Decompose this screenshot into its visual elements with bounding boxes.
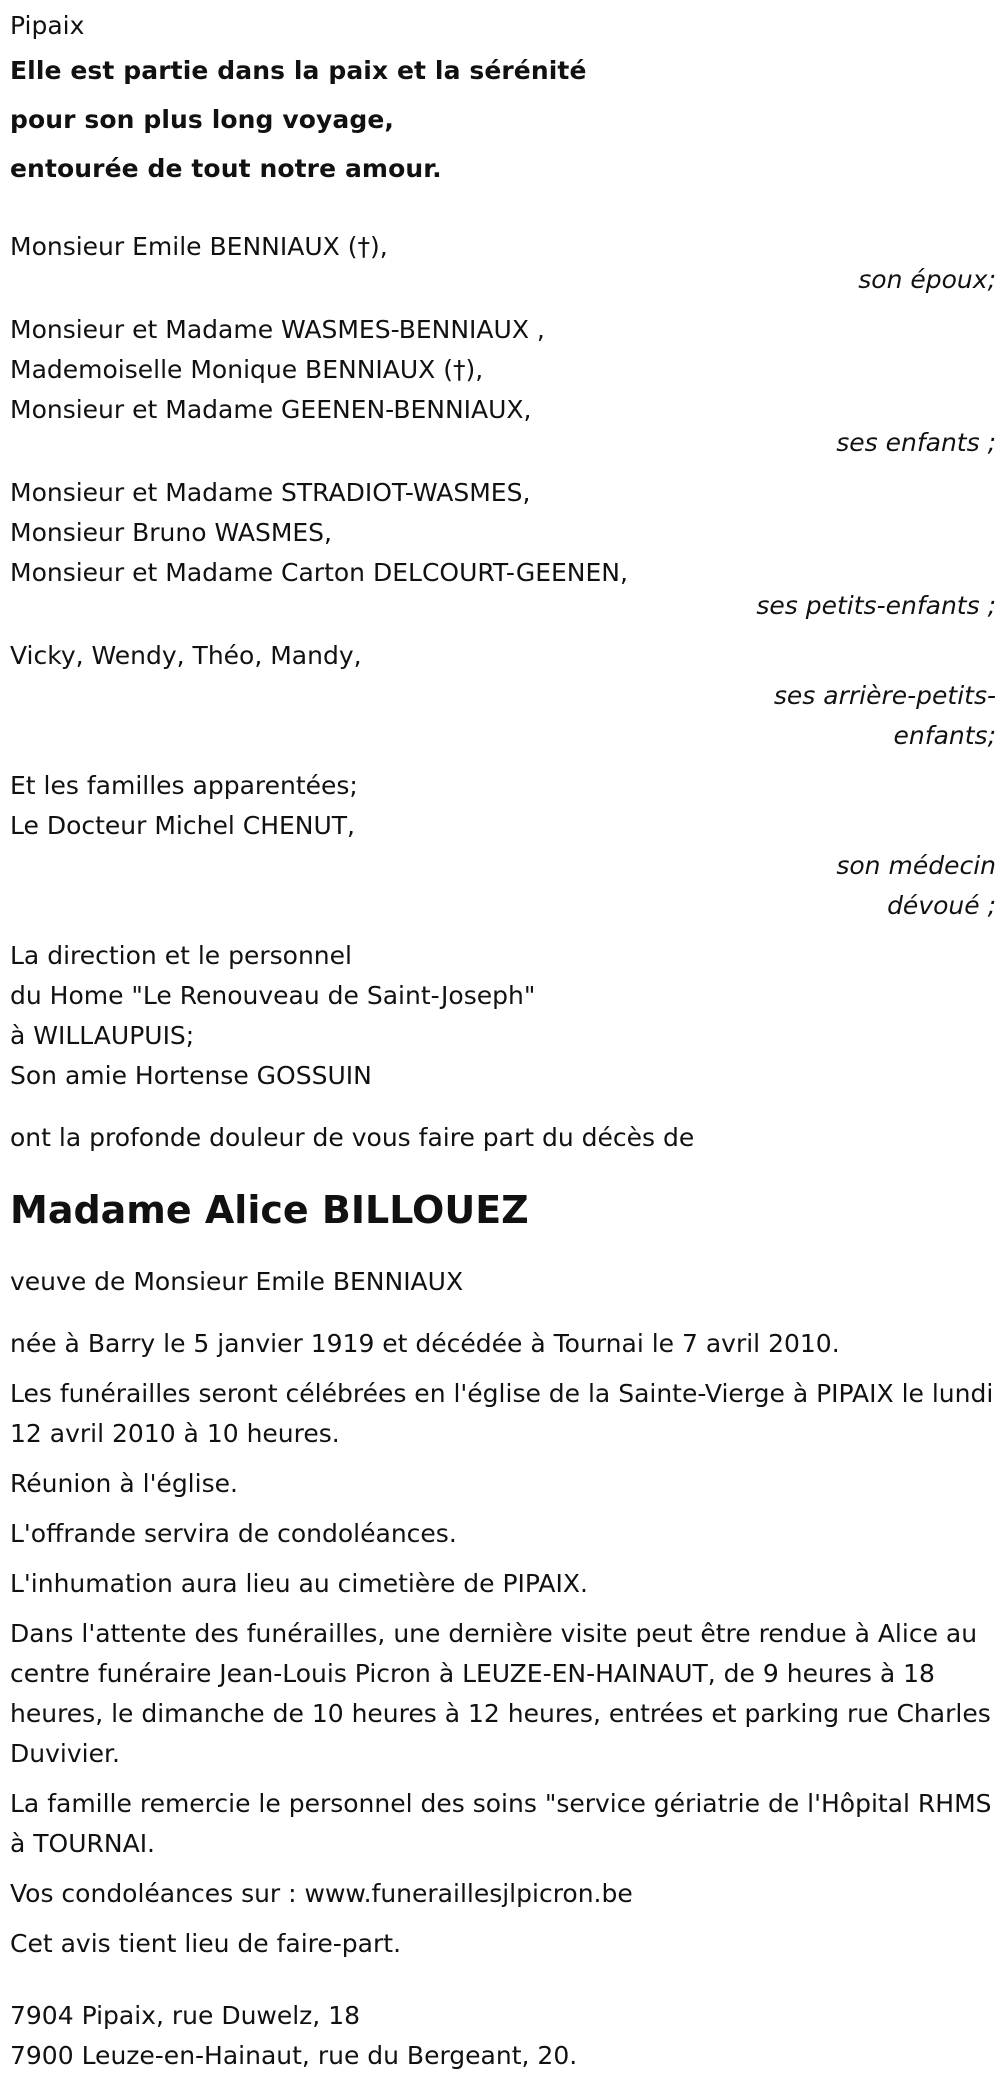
detail-paragraph: L'inhumation aura lieu au cimetière de PIPAIX. [10, 1569, 588, 1598]
details-section [10, 1324, 1000, 1964]
family-name: Vicky, Wendy, Théo, Mandy, [10, 641, 362, 670]
intro-line: pour son plus long voyage, [10, 105, 395, 134]
intro-line: entourée de tout notre amour. [10, 154, 442, 183]
place-name: Pipaix [10, 11, 85, 40]
family-name: Monsieur et Madame WASMES-BENNIAUX , [10, 315, 545, 344]
family-name: Le Docteur Michel CHENUT, [10, 811, 356, 840]
family-role: ses arrière-petits- [773, 681, 996, 710]
spouse-group [10, 227, 1000, 300]
detail-paragraph: née à Barry le 5 janvier 1919 et décédée à Tournai le 7 avril 2010. [10, 1329, 840, 1358]
family-role: dévoué ; [887, 891, 996, 920]
children-group [10, 310, 1000, 463]
detail-paragraph: Réunion à l'église. [10, 1469, 238, 1498]
family-role: ses petits-enfants ; [756, 591, 996, 620]
detail-paragraph: La famille remercie le personnel des soins "service gériatrie de l'Hôpital RHMS à TOURNAI. [10, 1789, 992, 1858]
home-line: du Home "Le Renouveau de Saint-Joseph" [10, 981, 536, 1010]
great-grandchildren-group [10, 636, 1000, 756]
family-role: son médecin [836, 851, 996, 880]
family-role: ses enfants ; [836, 428, 996, 457]
family-name: Monsieur Emile BENNIAUX (†), [10, 232, 388, 261]
intro-verse [10, 46, 1000, 193]
home-line: La direction et le personnel [10, 941, 352, 970]
families-line: Et les familles apparentées; [10, 771, 358, 800]
address-line: 7904 Pipaix, rue Duwelz, 18 [10, 2001, 361, 2030]
family-name: Monsieur et Madame GEENEN-BENNIAUX, [10, 395, 532, 424]
detail-paragraph: Dans l'attente des funérailles, une dernière visite peut être rendue à Alice au centre funéraire Jean-Louis Picron à LEUZE-EN-HAINAUT, de 9 heures à 18 heures, le dimanche de 10 heures à 12 heures, entrées et parking rue Charles Duvivier. [10, 1619, 991, 1768]
home-group [10, 936, 1000, 1096]
family-name: Monsieur et Madame STRADIOT-WASMES, [10, 478, 531, 507]
family-role: enfants; [893, 721, 996, 750]
family-name: Monsieur et Madame Carton DELCOURT-GEENEN, [10, 558, 628, 587]
families-doctor-group [10, 766, 1000, 926]
detail-paragraph: Cet avis tient lieu de faire-part. [10, 1929, 402, 1958]
condolences-link-line: Vos condoléances sur : www.funeraillesjlpicron.be [10, 1879, 633, 1908]
intro-line: Elle est partie dans la paix et la sérénité [10, 56, 587, 85]
announcement-text: ont la profonde douleur de vous faire part du décès de [10, 1123, 695, 1152]
family-name: Mademoiselle Monique BENNIAUX (†), [10, 355, 484, 384]
detail-paragraph: Les funérailles seront célébrées en l'église de la Sainte-Vierge à PIPAIX le lundi 12 avril 2010 à 10 heures. [10, 1379, 994, 1448]
widow-of-line: veuve de Monsieur Emile BENNIAUX [10, 1267, 464, 1296]
home-line: à WILLAUPUIS; [10, 1021, 195, 1050]
grandchildren-group [10, 473, 1000, 626]
address-line: 7900 Leuze-en-Hainaut, rue du Bergeant, 20. [10, 2041, 578, 2070]
home-line: Son amie Hortense GOSSUIN [10, 1061, 372, 1090]
family-role: son époux; [858, 265, 996, 294]
detail-paragraph: L'offrande servira de condoléances. [10, 1519, 457, 1548]
addresses [10, 1996, 1000, 2076]
family-name: Monsieur Bruno WASMES, [10, 518, 332, 547]
deceased-name: Madame Alice BILLOUEZ [10, 1188, 529, 1232]
